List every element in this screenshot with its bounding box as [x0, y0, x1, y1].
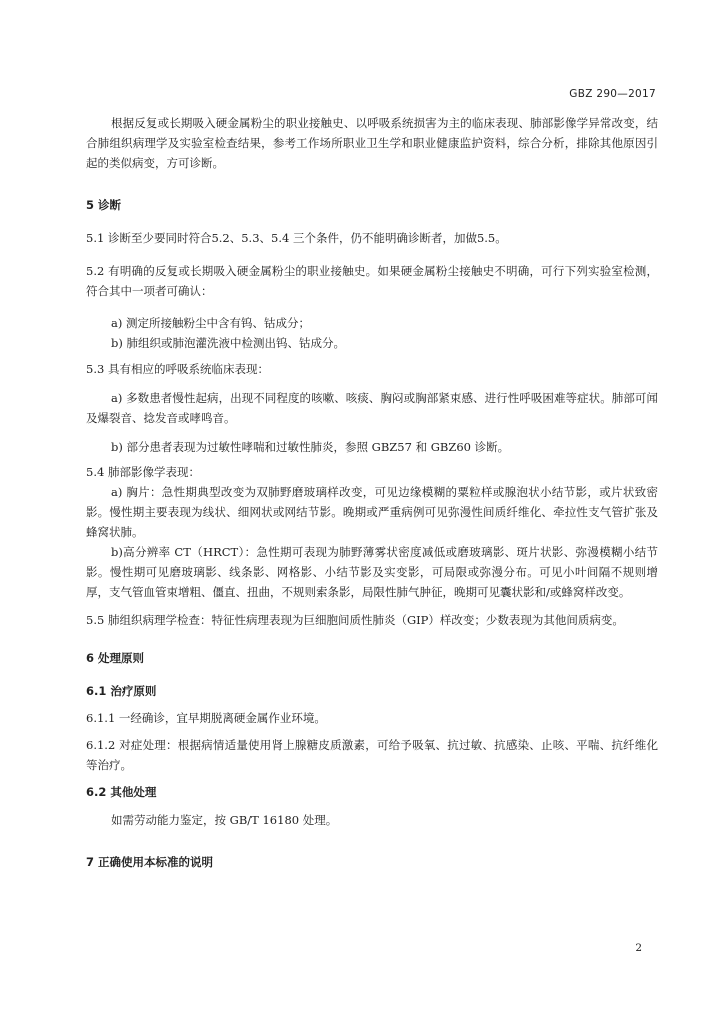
page-content [86, 113, 658, 872]
section-6-title: 6 处理原则 [86, 651, 145, 665]
clause-5-1: 5.1 诊断至少要同时符合5.2、5.3、5.4 三个条件，仍不能明确诊断者，加做5.5。 [86, 231, 507, 245]
page-number: 2 [635, 942, 642, 954]
clause-6-1-1: 6.1.1 一经确诊，宜早期脱离硬金属作业环境。 [86, 711, 326, 725]
clause-5-3-a: a) 多数患者慢性起病，出现不同程度的咳嗽、咳痰、胸闷或胸部紧束感、进行性呼吸困难等症状。肺部可闻及爆裂音、捻发音或哮鸣音。 [86, 391, 658, 425]
clause-5-3-b: b) 部分患者表现为过敏性哮喘和过敏性肺炎，参照 GBZ57 和 GBZ60 诊断。 [111, 440, 510, 454]
clause-6-2-heading: 6.2 其他处理 [86, 785, 157, 799]
clause-6-2-text: 如需劳动能力鉴定，按 GB/T 16180 处理。 [111, 813, 338, 827]
section-7-title: 7 正确使用本标准的说明 [86, 855, 214, 869]
standard-code: GBZ 290—2017 [569, 88, 656, 100]
clause-5-4-a: a) 胸片：急性期典型改变为双肺野磨玻璃样改变，可见边缘模糊的粟粒样或腺泡状小结节影，或片状致密影。慢性期主要表现为线状、细网状或网结节影。晚期或严重病例可见弥漫性间质纤维化、牵拉性支气管扩张及蜂窝状肺。 [86, 485, 658, 539]
clause-5-2-b: b) 肺组织或肺泡灌洗液中检测出钨、钴成分。 [111, 336, 346, 350]
clause-5-3: 5.3 具有相应的呼吸系统临床表现： [86, 362, 269, 376]
section-5-title: 5 诊断 [86, 198, 122, 212]
clause-6-1-heading: 6.1 治疗原则 [86, 684, 157, 698]
intro-paragraph: 根据反复或长期吸入硬金属粉尘的职业接触史、以呼吸系统损害为主的临床表现、肺部影像学异常改变，结合肺组织病理学及实验室检查结果，参考工作场所职业卫生学和职业健康监护资料，综合分析，排除其他原因引起的类似病变，方可诊断。 [86, 116, 658, 170]
clause-5-5: 5.5 肺组织病理学检查：特征性病理表现为巨细胞间质性肺炎（GIP）样改变；少数表现为其他间质病变。 [86, 613, 624, 627]
clause-6-1-2: 6.1.2 对症处理：根据病情适量使用肾上腺糖皮质激素，可给予吸氧、抗过敏、抗感染、止咳、平喘、抗纤维化等治疗。 [86, 738, 658, 772]
clause-5-2: 5.2 有明确的反复或长期吸入硬金属粉尘的职业接触史。如果硬金属粉尘接触史不明确，可行下列实验室检测，符合其中一项者可确认： [86, 264, 658, 298]
clause-5-4: 5.4 肺部影像学表现： [86, 465, 200, 479]
clause-5-2-a: a) 测定所接触粉尘中含有钨、钴成分； [111, 316, 310, 330]
clause-5-4-b: b)高分辨率 CT（HRCT）：急性期可表现为肺野薄雾状密度减低或磨玻璃影、斑片状影、弥漫模糊小结节影。慢性期可见磨玻璃影、线条影、网格影、小结节影及实变影，可局限或弥漫分布。可见小叶间隔不规则增厚，支气管血管束增粗、僵直、扭曲，不规则索条影，局限性肺气肿征，晚期可见囊状影和/或蜂窝样改变。 [86, 545, 658, 599]
